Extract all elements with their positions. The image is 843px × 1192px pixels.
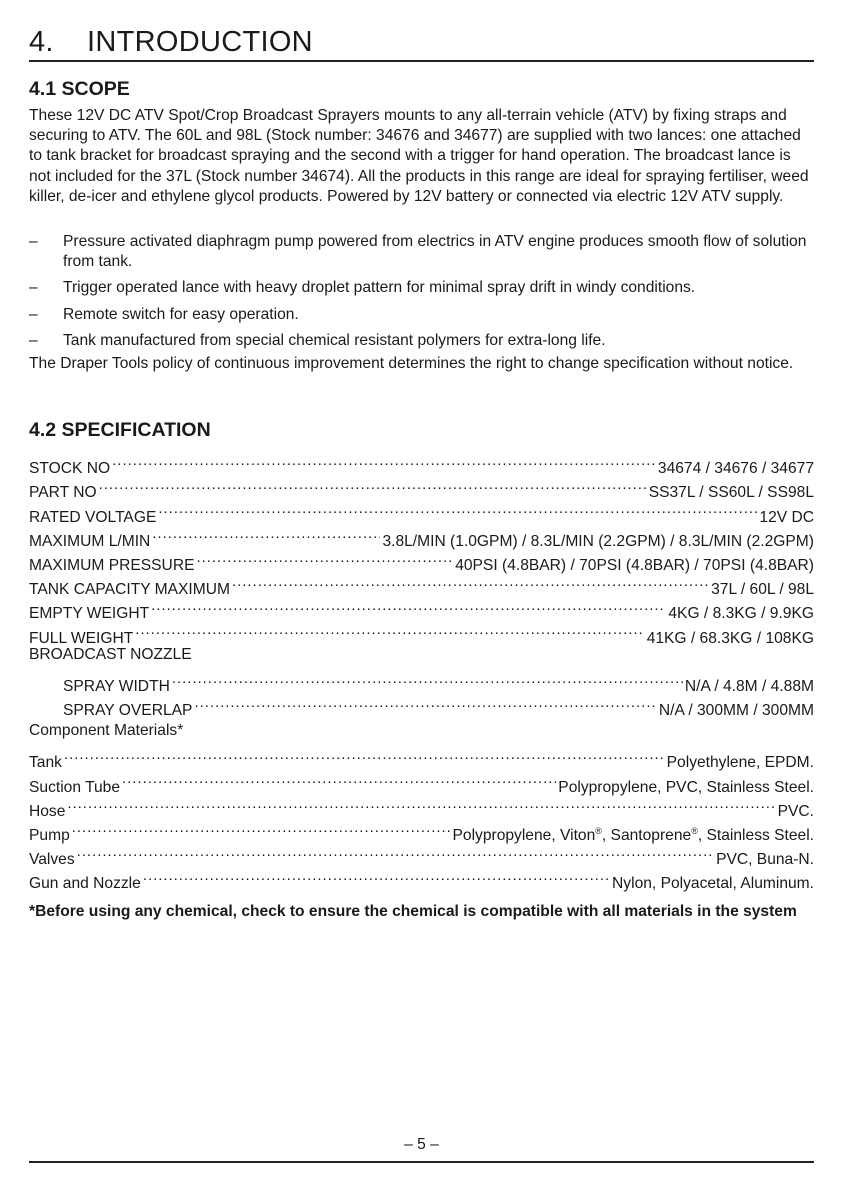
page-number: – 5 – — [404, 1136, 439, 1153]
material-label: Hose — [29, 802, 66, 820]
material-label: Tank — [29, 754, 62, 772]
dot-leader — [122, 767, 556, 791]
feature-list — [29, 232, 815, 357]
material-label: Pump — [29, 826, 70, 844]
policy-statement: The Draper Tools policy of continuous improvement determines the right to change specification without notice. — [29, 355, 794, 372]
spec-label: MAXIMUM PRESSURE — [29, 556, 195, 574]
list-item-text: Pressure activated diaphragm pump powered from electrics in ATV engine produces smooth flow of solution from tank. — [63, 233, 807, 271]
header-rule — [29, 60, 814, 62]
spec-label: TANK CAPACITY MAXIMUM — [29, 581, 231, 599]
material-row — [29, 792, 814, 820]
spec-row — [29, 449, 814, 478]
spec-label: EMPTY WEIGHT — [29, 605, 150, 623]
material-value: Polyethylene, EPDM. — [666, 754, 814, 772]
bullet-dash: – — [29, 233, 38, 250]
spec-value: N/A / 4.8M / 4.88M — [684, 677, 814, 695]
dot-leader — [77, 840, 714, 864]
list-item — [29, 278, 815, 298]
list-item-text: Remote switch for easy operation. — [63, 305, 299, 323]
spec-row — [29, 667, 814, 695]
dot-leader — [197, 546, 454, 570]
dot-leader — [112, 449, 656, 473]
registered-mark: ® — [691, 825, 698, 836]
spec-row — [29, 497, 814, 526]
material-row — [29, 816, 814, 844]
spec-label: PART NO — [29, 484, 97, 502]
manual-page — [29, 0, 814, 1192]
material-row — [29, 840, 814, 869]
material-row — [29, 743, 814, 772]
footer-rule — [29, 1161, 814, 1163]
material-value: PVC, Buna-N. — [716, 851, 814, 869]
dot-leader — [152, 522, 380, 546]
dot-leader — [64, 743, 665, 767]
spec-label: STOCK NO — [29, 460, 111, 478]
list-item — [29, 305, 815, 325]
dot-leader — [151, 594, 666, 618]
list-item-text: Trigger operated lance with heavy droplet pattern for minimal spray drift in windy conditions. — [63, 279, 696, 297]
bullet-dash: – — [29, 305, 38, 323]
list-item — [29, 331, 815, 351]
spec-label: SPRAY WIDTH — [63, 677, 170, 695]
bullet-dash: – — [29, 331, 38, 349]
list-item-text: Tank manufactured from special chemical resistant polymers for extra-long life. — [63, 331, 606, 349]
specification-heading: 4.2 SPECIFICATION — [29, 419, 211, 441]
spec-value: SS37L / SS60L / SS98L — [648, 484, 814, 502]
material-label: Suction Tube — [29, 778, 121, 796]
spec-value: 4KG / 8.3KG / 9.9KG — [668, 605, 814, 623]
dot-leader — [72, 816, 451, 840]
material-label: Gun and Nozzle — [29, 875, 141, 893]
material-value-part: Polypropylene, Viton — [452, 826, 596, 844]
spec-label: FULL WEIGHT — [29, 629, 134, 647]
spec-value: 41KG / 68.3KG / 108KG — [646, 629, 814, 647]
spec-value: 40PSI (4.8BAR) / 70PSI (4.8BAR) / 70PSI (4.8BAR) — [455, 556, 814, 574]
spec-value: 3.8L/MIN (1.0GPM) / 8.3L/MIN (2.2GPM) / 8.3L/MIN (2.2GPM) — [382, 532, 814, 550]
list-item — [29, 232, 815, 272]
material-row — [29, 864, 814, 893]
spec-label: MAXIMUM L/MIN — [29, 532, 151, 550]
compatibility-warning: *Before using any chemical, check to ensure the chemical is compatible with all materials in the system — [29, 903, 797, 920]
material-label: Valves — [29, 851, 75, 869]
specification-table — [29, 449, 814, 720]
scope-heading: 4.1 SCOPE — [29, 78, 130, 100]
spec-value: 37L / 60L / 98L — [711, 581, 814, 599]
bullet-dash: – — [29, 279, 38, 297]
dot-leader — [135, 618, 644, 642]
registered-mark: ® — [595, 825, 602, 836]
dot-leader — [158, 497, 757, 521]
dot-leader — [232, 570, 709, 594]
materials-table — [29, 719, 814, 893]
scope-paragraph: These 12V DC ATV Spot/Crop Broadcast Sprayers mounts to any all-terrain vehicle (ATV) by fixing straps and securing to ATV. The 60L and 98L (Stock number: 34676 and 34677) are supplied with two lances: one attached to tank bracket for broadcast spraying and the second with a trigger for hand operation. The broadcast lance is not included for the 37L (Stock number 34674). All the products in this range are ideal for spraying fertiliser, weed killer, de-icer and ethylene glycol products. Powered by 12V battery or connected via electric 12V ATV supply. — [29, 107, 809, 205]
dot-leader — [67, 792, 775, 816]
material-value: Polypropylene, PVC, Stainless Steel. — [558, 778, 814, 796]
chapter-title-text: INTRODUCTION — [87, 26, 313, 58]
dot-leader — [143, 864, 610, 888]
material-value: PVC. — [777, 802, 814, 820]
chapter-number: 4. — [29, 26, 54, 58]
chapter-title — [29, 26, 313, 59]
material-value-part: , Santoprene — [601, 826, 692, 844]
spec-value: 34674 / 34676 / 34677 — [657, 460, 814, 478]
spec-value: N/A / 300MM / 300MM — [658, 702, 814, 720]
dot-leader — [194, 691, 656, 715]
dot-leader — [99, 473, 647, 497]
nozzle-heading: BROADCAST NOZZLE — [29, 645, 192, 663]
material-value-part: , Stainless Steel. — [697, 826, 814, 844]
dot-leader — [172, 667, 683, 691]
materials-heading: Component Materials* — [29, 722, 184, 739]
spec-label: RATED VOLTAGE — [29, 508, 157, 526]
spec-value: 12V DC — [759, 508, 814, 526]
material-value: Nylon, Polyacetal, Aluminum. — [612, 875, 814, 893]
spec-label: SPRAY OVERLAP — [63, 702, 193, 720]
